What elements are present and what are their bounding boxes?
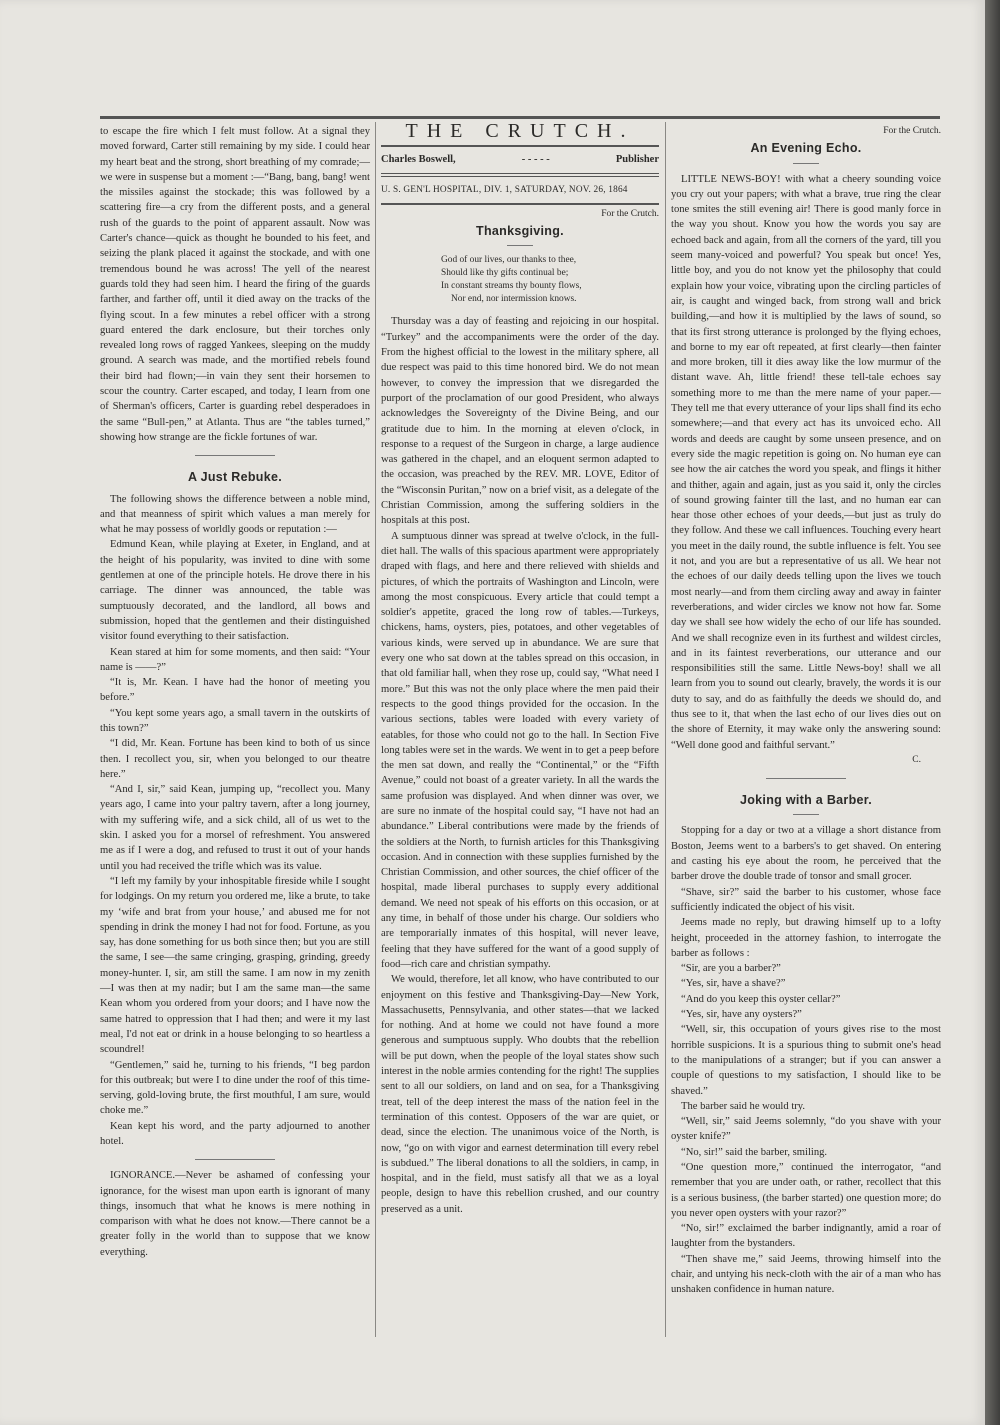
column-divider [665,122,666,1337]
column-divider [375,122,376,1337]
rebuke-paragraph: “Gentlemen,” said he, turning to his friends, “I beg pardon for this outbreak; but were I to dine under the roof of this time-serving, gold-loving brute, the first mouthful, I am sure, would choke me.” [100,1059,370,1117]
top-rule [100,116,940,119]
for-the-crutch: For the Crutch. [883,126,941,136]
barber-paragraph: “Well, sir,” said Jeems solemnly, “do you shave with your oyster knife?” [671,1116,941,1143]
barber-paragraph: “Shave, sir?” said the barber to his customer, whose face sufficiently indicated the object of his visit. [671,886,941,913]
publisher-dashes: - - - - - [521,154,550,166]
masthead-rule [381,176,659,177]
poem [441,254,659,306]
rebuke-paragraph: “I did, Mr. Kean. Fortune has been kind to both of us since then. I recollect you, sir, when you belonged to our theatre here.” [100,738,370,780]
barber-paragraph: “Sir, are you a barber?” [681,963,781,975]
barber-paragraph: “Well, sir, this occupation of yours gives rise to the most horrible suspicions. It is a spurious thing to submit one's head to the manipulations of a stranger; but if you can answer a couple of questions to my satisfaction, I should like to be shaved.” [671,1024,941,1097]
rebuke-paragraph: The following shows the difference between a noble mind, and that meanness of spirit which values a man merely for what he may possess of worldly goods or reputation :— [100,493,370,536]
separator [793,163,819,164]
poem-line: In constant streams thy bounty flows, [441,281,582,292]
rebuke-paragraph: Kean kept his word, and the party adjourned to another hotel. [100,1120,370,1147]
rebuke-paragraph: “And I, sir,” said Kean, jumping up, “recollect you. Many years ago, I came into your paltry tavern, after a long journey, with my suffering wife, and a sick child, all of us wet to the skin. I asked you for a morsel of refreshment. You answered me as if I were a dog, and refused to trust it out of your hands until you had received the trifle which was its value. [100,784,370,872]
dateline: U. S. GEN'L HOSPITAL, DIV. 1, SATURDAY, NOV. 26, 1864 [381,184,628,195]
separator [507,245,533,246]
masthead-rule [381,173,659,174]
masthead-rule [381,145,659,147]
publisher-label: Publisher [615,154,659,166]
poem-line: Nor end, nor intermission knows. [451,294,577,305]
barber-paragraph: “And do you keep this oyster cellar?” [681,993,841,1005]
thanksgiving-paragraph: Thursday was a day of feasting and rejoicing in our hospital. “Turkey” and the accompaniments were the order of the day. From the highest official to the lowest in the military sphere, all due respect was paid to this time honored bird. We do not mean however, to convey the impression that we disregarded the purport of the proclamation of our good President, who always acknowledges the Sovereignty of the Divine Being, and our gratitude due to him. In the morning at eleven o'clock, in response to a request of the Surgeon in charge, a large audience was gathered in the chapel, and an eloquent sermon adapted to the occasion, was preached by the REV. MR. LOVE, Editor of the “Wisconsin Puritan,” now on a brief visit, as a delegate of the Christian Commission, among the suffering soldiers in the hospitals at this post. [381,316,659,527]
echo-signature: C. [912,754,921,765]
barber-paragraph: Stopping for a day or two at a village a short distance from Boston, Jeems went to a barbers's to get shaved. On entering and casting his eye about the room, he perceived that the barber drove the double trade of tonsor and small grocer. [671,825,941,883]
rebuke-paragraph: Kean stared at him for some moments, and then said: “Your name is ——?” [100,646,370,673]
barber-paragraph: “No, sir!” exclaimed the barber indignantly, amid a roar of laughter from the bystanders. [671,1223,941,1250]
carter-story-ending: to escape the fire which I felt must follow. At a signal they moved forward, Carter still remaining by my side. I could hear my heart beat and the strong, short breathing of my comrade;—we were in suspense but a moment :—“Bang, bang, bang! went the missiles against the stockade; this was followed by a scattering fire—a cry from the different posts, and a general rush of the guards to the point of apparent assault. Now was Carter's chance—quick as thought he bounded to his feet, and seizing the plank placed it against the stockade, and with one tremendous bound he was across! The yell of the nearest guards told they had seen him. I heard the firing of the guards farther, and farther off, until it died away on the tracks of the flying scout. In a few minutes a rebel officer with a strong guard entered the dark enclosure, but their torches only revealed long rows of ragged Yankees, sleeping on the muddy ground. A search was made, and the mortified rebels found their bird had flown;—in vain they sent their horsemen to scour the country. Carter escaped, and today, I learn from one of Sherman's officers, Carter is guarding rebel desperadoes in the same “Bull-pen,” at Atlanta. Thus are “the tables turned,” showing how strange are the fickle fortunes of war. [100,126,370,443]
rebuke-paragraph: “You kept some years ago, a small tavern in the outskirts of this town?” [100,707,370,734]
barber-title: Joking with a Barber. [739,793,873,808]
ignorance-paragraph: IGNORANCE.—Never be ashamed of confessing your ignorance, for the wisest man upon earth is ignorant of many things, insomuch that what he knows is mere nothing in comparison with what he does not know.—There cannot be a greater folly in the world than to suppose that we know everything. [100,1170,370,1258]
poem-line: God of our lives, our thanks to thee, [441,255,577,266]
column-3 [671,124,941,1298]
column-2 [381,120,659,1217]
rebuke-paragraph: Edmund Kean, while playing at Exeter, in England, and at the height of his popularity, was invited to dine with some gentlemen at one of the principle hotels. He drove there in his carriage. The dinner was announced, the table was sumptuously decorated, and the landlord, all bows and submission, hoped that the gentlemen and their distinguished visitor found everything to their satisfaction. [100,539,370,643]
separator [195,1159,275,1160]
barber-paragraph: “One question more,” continued the interrogator, “and remember that you are under oath, or rather, recollect that this is a serious business, (the barber started) one question more; do you never open oysters with your razor?” [671,1162,941,1219]
separator [195,455,275,456]
barber-paragraph: “Then shave me,” said Jeems, throwing himself into the chair, and untying his neck-cloth with the air of a man who has unshaken confidence in human nature. [671,1253,941,1296]
echo-title: An Evening Echo. [750,141,862,156]
rebuke-paragraph: “I left my family by your inhospitable fireside while I sought for lodgings. On my return you ordered me, like a brute, to take my ‘wife and brat from your house,’ and abused me for not spending in drink the money I had not for food. Fortune, as you say, has done something for us both since then; but you are still the same, I see—the same cringing, grasping, grinding, greedy money-hunter. I, sir, am still the same. I am now in my zenith—I was then at my nadir; but I am the same man—the same Kean whom you ordered from your doors; and I have now the same hatred to oppression that I had then; and were it my last meal, I'd not eat or drink in a house belonging to so heartless a scoundrel! [100,875,370,1056]
masthead-title: THE CRUTCH. [405,120,635,142]
for-the-crutch: For the Crutch. [601,208,659,219]
poem-line: Should like thy gifts continual be; [441,268,569,279]
barber-paragraph: Jeems made no reply, but drawing himself up to a lofty height, proceeded in the attorney fashion, to interrogate the barber as follows : [671,917,941,959]
thanksgiving-paragraph: We would, therefore, let all know, who have contributed to our enjoyment on this festive and Thanksgiving-Day—New York, Massachusetts, Pennsylvania, and other states—that we lacked for nothing. And at home we could not have found a more generous and sumptuous supply. Who doubts that the rebellion will be put down, when the people of the loyal states show such interest in the noble armies contending for the right! The supplies sent to all our soldiers, on land and on sea, for a Thanksgiving treat, tell of the deep interest the mass of the nation feel in the termination of this contest. Opposers of the war are quiet, or dead, since the election. The unanimous voice of the North, is now, “go on with vigor and earnest determination till every rebel is subdued.” The liberal donations to all the soldiers, in camp, in hospital, and in the field, must satisfy all that we as a loyal people, design to have this rebellion crushed, and our country preserved as a unit. [381,974,659,1215]
thanksgiving-title: Thanksgiving. [476,224,564,239]
separator [766,778,846,779]
masthead-rule [381,203,659,205]
barber-paragraph: The barber said he would try. [681,1100,806,1112]
thanksgiving-paragraph: A sumptuous dinner was spread at twelve o'clock, in the full-diet hall. The walls of this spacious apartment were appropriately draped with flags, and here and there relieved with shields and pictures, of which the portraits of Washington and Lincoln, were among the most conspicuous. Every article that could tempt a soldier's appetite, graced the long row of tables.—Turkeys, chickens, hams, oysters, pies, potatoes, and other vegetables of various kinds, were served up in abundance. We are sure that every one who sat down at the tables spread on this occasion, in that old familiar hall, when they rose up, could say, “What need I more.” But this was not the only place where the men paid their respects to the good things provided for the occasion. In the various sections, tables were loaded with every variety of eatables, for those who could not go to the hall. In Section Five long tables were set in the wards. We went in to get a peep before the men sat down, and really the “Continental,” or the “Fifth Avenue,” could not boast of a greater variety. In all the wards the same profusion was displayed. And when dinner was over, we are sure no inmate of the hospital could say, “I have not had an abundance.” Liberal contributions were made by the friends of the soldiers at the North, to furnish articles for this Thanksgiving occasion. And in connection with these supplies furnished by the Christian Commission, and other sources, the chief officer of the hospital, made liberal purchases to supply every additional demand. We need not speak of his efforts on this occasion, or at any time, in behalf of those under his charge. Our soldiers who are temporarially inmates of this hospital, will never leave, feeling that they have suffered for the want of a good supply of food—rich care and christian sympathy. [381,530,659,970]
rebuke-paragraph: “It is, Mr. Kean. I have had the honor of meeting you before.” [100,677,370,704]
echo-paragraph: LITTLE NEWS-BOY! with what a cheery sounding voice you cry out your papers; with what a brave, true ring the clear tone smites the still evening air! There is good manly force in the way you shout. Know you how the words you say are echoed back and again, from all the corners of the yard, till you seem many-voiced and powerful? You speak but once! Yes, little boy, and you do not know yet the philosophy that could explain how your voice, vibrating upon the circling particles of air, is caught and winged back, from strong wall and brick building,—and how it is multiplied by the laws of sound, so that its first strong utterance is prolonged by the flying echoes, and borne to my ear oft repeated, at first clearly—then fainter and more broken, till it dies away like the low murmur of the distant wave. Ah, little friend! these tell-tale echoes say something more to me than the mere name of your paper.—They tell me that every utterance of your lips shall find its echo somewhere;—and that every act has its unvoiced echo. All words and deeds are caught by some unseen presence, and on every side the magic repetition is going on. No human eye can see how the air catches the word you speak, and flings it hither and thither, again and again, just as you said it, only the circles of sound growing fainter till the last, and no human ear can hear those other echoes of your deeds,—but just as truly do they follow. And these we call influences. Touching every heart you meet in the daily round, the subtle influence is felt. You see it not, and you are but a representative of us all. We hear not the echoes of our daily deeds telling upon the lives we touch most nearly—and from them circling away and away in fainter reverberations, and wider circles we know not how far. Some day we shall see how widely the echo of our life has sounded. And we shall recognize even in its furthest and wildest circles, and in its faintest reverberations, our utterance and our responsibilities still the same. Little News-boy! shall we all learn from you to sound out clearly, bravely, the words it is our duty to say, and do as faithfully the deeds we should do, and thus see to it, that when the last echo of our lives dies out on the shore of Eternity, it may wake only the answering sound: “Well done good and faithful servant.” [671,173,941,751]
scan-edge [985,0,1000,1425]
barber-paragraph: “Yes, sir, have any oysters?” [681,1009,802,1021]
publisher-row [381,149,659,170]
column-1 [100,124,370,1260]
barber-paragraph: “No, sir!” said the barber, smiling. [681,1146,828,1158]
separator [793,814,819,815]
publisher-name: Charles Boswell, [381,154,456,166]
rebuke-title: A Just Rebuke. [187,470,283,485]
barber-paragraph: “Yes, sir, have a shave?” [681,978,786,990]
